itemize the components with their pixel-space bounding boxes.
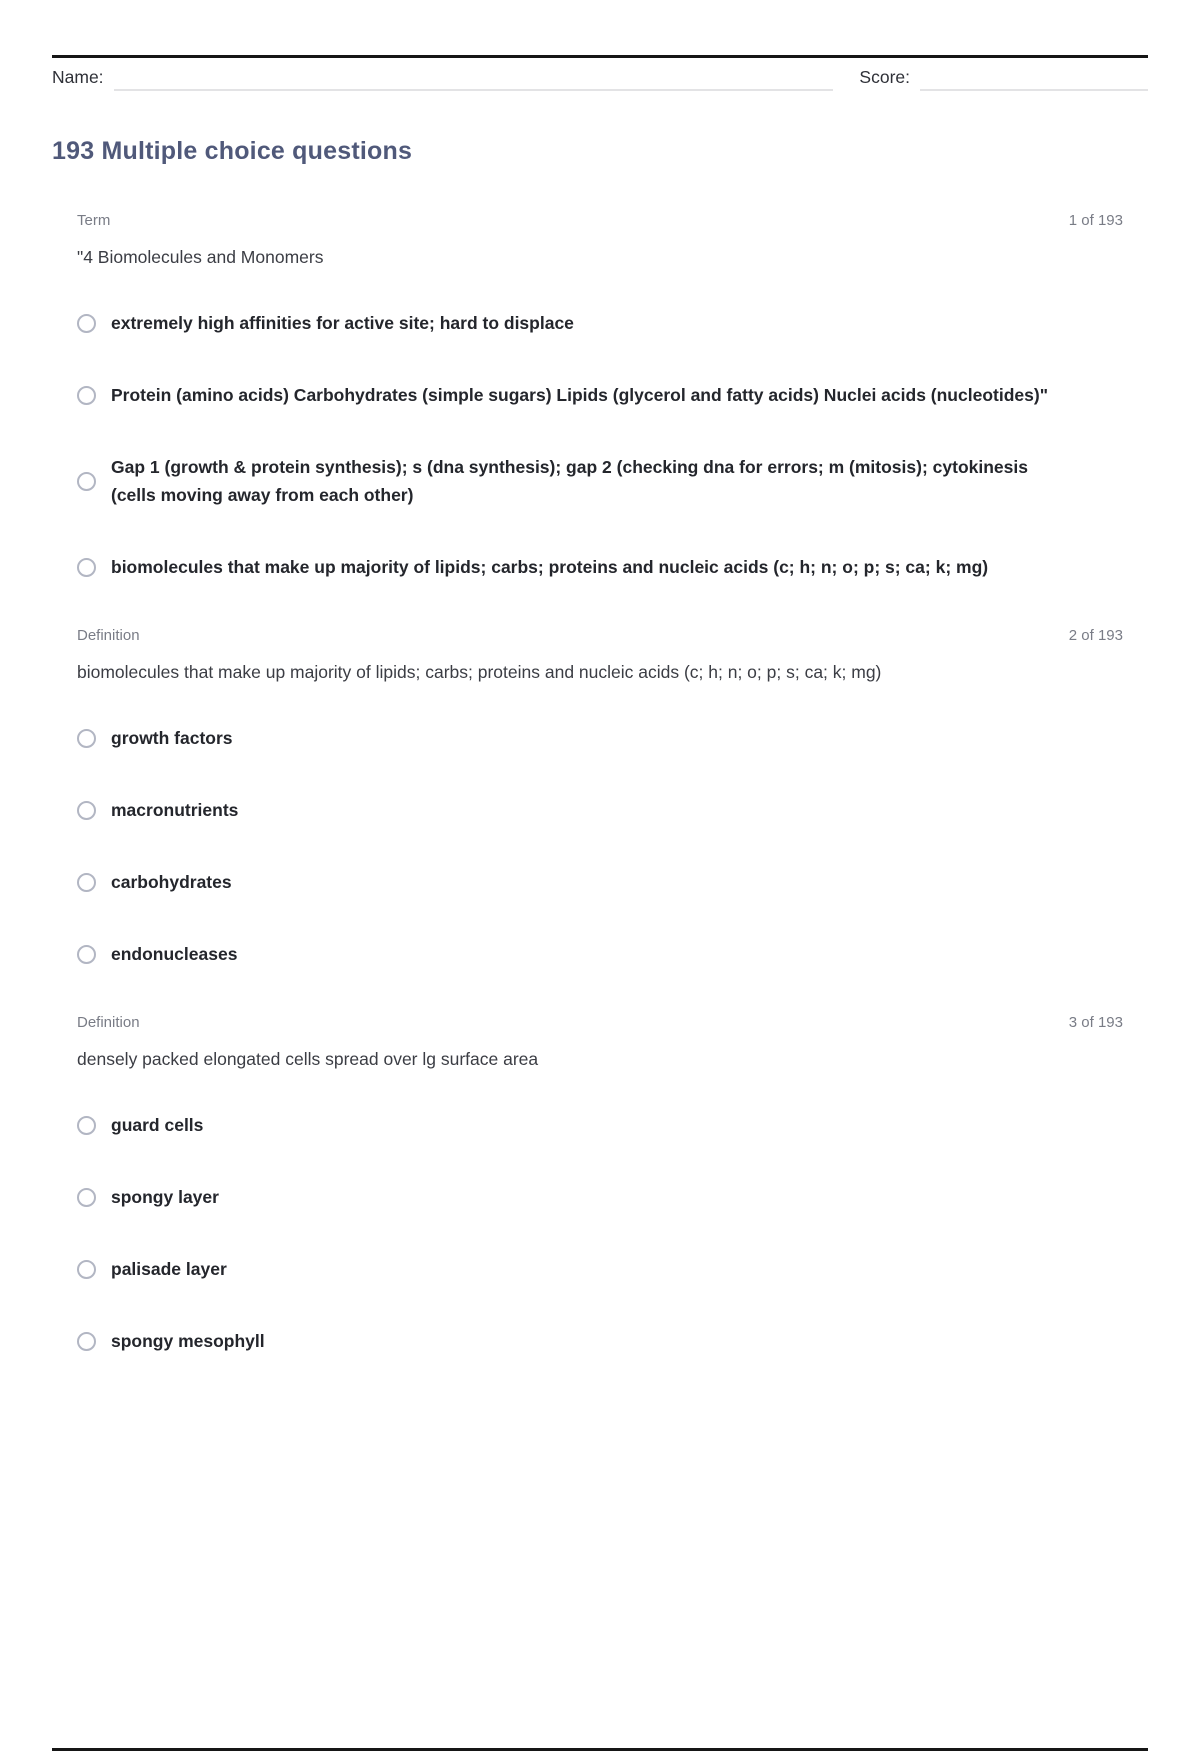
question-prompt: "4 Biomolecules and Monomers [77,247,324,267]
answer-option-label: guard cells [111,1115,204,1136]
question-counter: 3 of 193 [1068,1014,1123,1032]
answer-option-label: macronutrients [111,800,239,821]
question-kind-label: Definition [77,1014,140,1032]
answer-option-label: spongy mesophyll [111,1331,265,1352]
radio-button-icon[interactable] [77,1332,96,1351]
answer-option-label: Protein (amino acids) Carbohydrates (simple sugars) Lipids (glycerol and fatty acids) Nuclei acids (nucleotides)" [111,385,1048,406]
answer-option-label: endonucleases [111,944,238,965]
answer-option[interactable] [77,381,1123,409]
answer-option[interactable] [77,1255,1123,1283]
question-kind-label: Definition [77,627,140,645]
answer-option-label: biomolecules that make up majority of lipids; carbs; proteins and nucleic acids (c; h; n; o; p; s; ca; k; mg) [111,557,989,578]
score-input[interactable] [920,65,1148,91]
answer-option[interactable] [77,1327,1123,1355]
answer-option-label: growth factors [111,728,233,749]
bottom-divider [52,1748,1148,1751]
question-counter: 1 of 193 [1068,212,1123,229]
radio-button-icon[interactable] [77,386,96,405]
name-input[interactable] [114,65,834,91]
score-label: Score: [859,67,910,87]
radio-button-icon[interactable] [77,1260,96,1279]
radio-button-icon[interactable] [77,801,96,820]
radio-button-icon[interactable] [77,945,96,964]
question-header [77,212,1123,229]
question-prompt: biomolecules that make up majority of lipids; carbs; proteins and nucleic acids (c; h; n; o; p; s; ca; k; mg) [77,662,882,683]
radio-button-icon[interactable] [77,729,96,748]
radio-button-icon[interactable] [77,1116,96,1135]
answer-option[interactable] [77,1111,1123,1139]
answer-option-label: carbohydrates [111,872,232,893]
options-list [77,309,1123,581]
answer-option-label: palisade layer [111,1259,227,1280]
question-header [77,627,1123,644]
answer-option[interactable] [77,453,1123,509]
answer-option-label: Gap 1 (growth & protein synthesis); s (dna synthesis); gap 2 (checking dna for errors; m (mitosis); cytokinesis (cells moving away from each other) [111,457,1028,506]
answer-option[interactable] [77,309,1123,337]
question-prompt: densely packed elongated cells spread over lg surface area [77,1049,539,1070]
answer-option-label: extremely high affinities for active site; hard to displace [111,313,574,334]
radio-button-icon[interactable] [77,873,96,892]
radio-button-icon[interactable] [77,558,96,577]
answer-option[interactable] [77,1183,1123,1211]
question-kind-label: Term [77,212,111,229]
answer-option[interactable] [77,796,1123,824]
question-block-1 [52,212,1148,581]
name-score-row [52,58,1148,91]
question-block-3 [52,1014,1148,1355]
answer-option[interactable] [77,868,1123,896]
name-label: Name: [52,67,104,87]
answer-option[interactable] [77,724,1123,752]
options-list [77,1111,1123,1355]
question-block-2 [52,627,1148,968]
options-list [77,724,1123,968]
radio-button-icon[interactable] [77,472,96,491]
radio-button-icon[interactable] [77,1188,96,1207]
radio-button-icon[interactable] [77,314,96,333]
printable-test-page [0,55,1200,1755]
question-header [77,1014,1123,1031]
answer-option[interactable] [77,553,1123,581]
answer-option[interactable] [77,940,1123,968]
answer-option-label: spongy layer [111,1187,219,1208]
page-title: 193 Multiple choice questions [52,137,413,165]
question-counter: 2 of 193 [1068,627,1123,645]
